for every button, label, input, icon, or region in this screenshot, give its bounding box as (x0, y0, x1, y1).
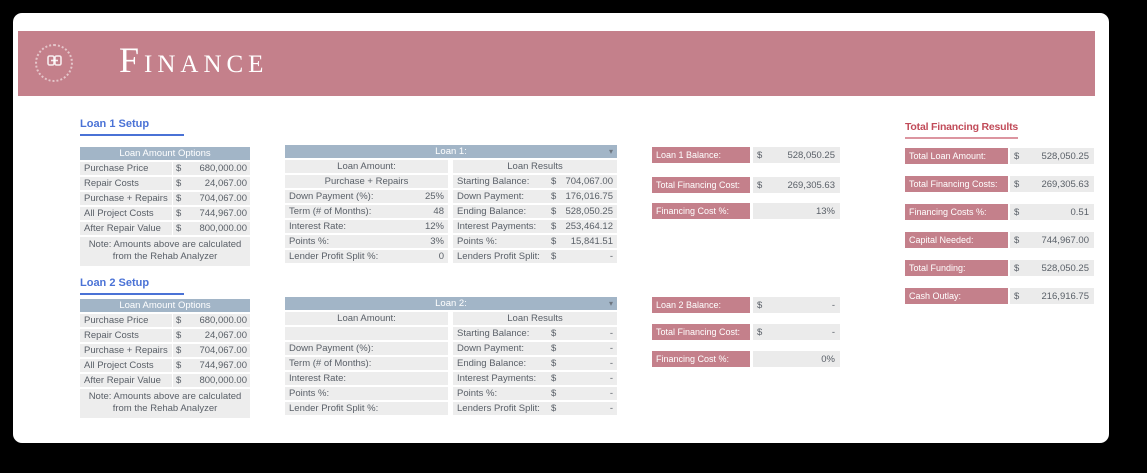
chip-value: 269,305.63 (787, 179, 835, 191)
chip-label: Financing Costs %: (905, 204, 1008, 220)
row-label: Repair Costs (80, 177, 172, 190)
table-row (285, 402, 617, 415)
table-row (80, 374, 250, 387)
currency-symbol: $ (176, 315, 182, 326)
total-funding-chip (905, 260, 1094, 276)
result-value: - (609, 358, 613, 369)
row-label: Purchase Price (80, 314, 172, 327)
input-row (285, 205, 448, 218)
result-value: - (609, 343, 613, 354)
chip-value: 528,050.25 (1041, 262, 1089, 274)
input-row (285, 372, 448, 385)
currency-symbol: $ (176, 193, 182, 204)
currency-symbol: $ (176, 360, 182, 371)
currency-symbol: $ (1014, 290, 1020, 302)
table-row (285, 372, 617, 385)
result-value: - (609, 388, 613, 399)
currency-symbol: $ (176, 208, 182, 219)
house-monogram-icon (46, 53, 63, 73)
term-months-input[interactable] (392, 357, 448, 370)
chip-label: Total Financing Costs: (905, 176, 1008, 192)
chip-label: Total Funding: (905, 260, 1008, 276)
chip-value: 744,967.00 (1041, 234, 1089, 246)
input-label: Term (# of Months): (289, 358, 372, 369)
table-row (80, 314, 250, 327)
row-label: Purchase + Repairs (80, 192, 172, 205)
input-label: Down Payment (%): (289, 191, 374, 202)
chip-label: Loan 1 Balance: (652, 147, 750, 163)
financing-costs-pct-chip (905, 204, 1094, 220)
chip-label: Total Financing Cost: (652, 177, 750, 193)
chip-value: 269,305.63 (1041, 178, 1089, 190)
currency-symbol: $ (551, 343, 557, 354)
table-row (285, 250, 617, 263)
note-line-1: Note: Amounts above are calculated (88, 391, 242, 402)
row-value: 800,000.00 (199, 375, 247, 386)
note-line-1: Note: Amounts above are calculated (88, 239, 242, 250)
row-value: 24,067.00 (204, 330, 247, 341)
row-value: 800,000.00 (199, 223, 247, 234)
table-subheader-row (285, 312, 617, 325)
currency-symbol: $ (551, 373, 557, 384)
row-value: 704,067.00 (199, 193, 247, 204)
table-row (80, 329, 250, 342)
currency-symbol: $ (551, 328, 557, 339)
chevron-down-icon[interactable]: ▾ (608, 299, 613, 308)
result-value: - (609, 251, 613, 262)
table-row (285, 235, 617, 248)
currency-symbol: $ (757, 179, 763, 191)
chip-label: Capital Needed: (905, 232, 1008, 248)
result-label: Down Payment: (457, 191, 525, 202)
row-label: Purchase + Repairs (80, 344, 172, 357)
input-row (285, 220, 448, 233)
input-row (285, 342, 448, 355)
result-value: 15,841.51 (570, 236, 613, 247)
currency-symbol: $ (1014, 178, 1020, 190)
currency-symbol: $ (551, 388, 557, 399)
table-row (80, 177, 250, 190)
currency-symbol: $ (551, 206, 557, 217)
total-financing-costs-chip (905, 176, 1094, 192)
result-label: Lenders Profit Split: (457, 251, 540, 262)
row-label: Purchase Price (80, 162, 172, 175)
row-value: 744,967.00 (199, 360, 247, 371)
row-value: 680,000.00 (199, 163, 247, 174)
currency-symbol: $ (551, 251, 557, 262)
result-label: Points %: (457, 236, 498, 247)
result-row (453, 205, 617, 218)
chip-value: 528,050.25 (1041, 150, 1089, 162)
table-header: Loan 2: (285, 297, 617, 310)
chip-label: Total Loan Amount: (905, 148, 1008, 164)
loan2-balance-chip (652, 297, 840, 313)
result-row (453, 190, 617, 203)
lender-profit-split-input[interactable]: 0 (438, 251, 444, 262)
table-note (80, 237, 250, 266)
result-label: Ending Balance: (457, 358, 527, 369)
table-row (80, 192, 250, 205)
table-row (80, 359, 250, 372)
result-value: - (609, 328, 613, 339)
currency-symbol: $ (551, 403, 557, 414)
capital-needed-chip (905, 232, 1094, 248)
result-value: 704,067.00 (565, 176, 613, 187)
points-input[interactable]: 3% (430, 236, 444, 247)
chip-label: Cash Outlay: (905, 288, 1008, 304)
table-header: Loan Amount Options (80, 147, 250, 160)
currency-symbol: $ (551, 221, 557, 232)
chip-label: Financing Cost %: (652, 203, 750, 219)
currency-symbol: $ (1014, 234, 1020, 246)
input-label: Points %: (289, 388, 330, 399)
currency-symbol: $ (176, 330, 182, 341)
currency-symbol: $ (176, 223, 182, 234)
chip-label: Financing Cost %: (652, 351, 750, 367)
interest-rate-input[interactable] (392, 372, 448, 385)
table-row (285, 357, 617, 370)
loan2-amount-options-table (80, 299, 250, 418)
input-label: Term (# of Months): (289, 206, 372, 217)
result-value: 528,050.25 (565, 206, 613, 217)
page-title: Finance (119, 40, 269, 80)
result-value: - (609, 403, 613, 414)
loan-results-subheader: Loan Results (453, 160, 617, 173)
table-header: Loan Amount Options (80, 299, 250, 312)
down-payment-input[interactable] (392, 342, 448, 355)
result-row (453, 357, 617, 370)
chip-value: 0.51 (1070, 206, 1089, 218)
loan-amount-subheader: Loan Amount: (285, 160, 448, 173)
currency-symbol: $ (1014, 150, 1020, 162)
input-row (285, 190, 448, 203)
input-label: Down Payment (%): (289, 343, 374, 354)
chip-label: Total Financing Cost: (652, 324, 750, 340)
loan2-calc-table (285, 297, 617, 417)
input-label: Points %: (289, 236, 330, 247)
result-row (453, 342, 617, 355)
currency-symbol: $ (757, 299, 763, 311)
row-value: 744,967.00 (199, 208, 247, 219)
currency-symbol: $ (551, 191, 557, 202)
cash-outlay-chip (905, 288, 1094, 304)
row-value: 24,067.00 (204, 178, 247, 189)
result-label: Ending Balance: (457, 206, 527, 217)
result-row (453, 250, 617, 263)
row-label: Repair Costs (80, 329, 172, 342)
table-note (80, 389, 250, 418)
loan2-financing-cost-chip (652, 324, 840, 340)
chevron-down-icon[interactable]: ▾ (608, 147, 613, 156)
loan1-financing-cost-pct-chip (652, 203, 840, 219)
loan-results-subheader: Loan Results (453, 312, 617, 325)
interest-rate-input[interactable]: 12% (424, 221, 444, 232)
points-input[interactable] (392, 387, 448, 400)
input-row (285, 250, 448, 263)
table-row (285, 342, 617, 355)
result-row (453, 372, 617, 385)
result-row (453, 327, 617, 340)
currency-symbol: $ (757, 326, 763, 338)
term-months-input[interactable]: 48 (433, 206, 444, 217)
input-label: Lender Profit Split %: (289, 403, 379, 414)
chip-value: - (831, 326, 835, 338)
currency-symbol: $ (176, 375, 182, 386)
result-label: Interest Payments: (457, 373, 537, 384)
result-value: - (609, 373, 613, 384)
dropdown-value[interactable]: Purchase + Repairs (324, 176, 409, 187)
result-row (453, 235, 617, 248)
result-label: Points %: (457, 388, 498, 399)
note-line-2: from the Rehab Analyzer (112, 250, 218, 262)
currency-symbol: $ (757, 149, 763, 161)
currency-symbol: $ (176, 178, 182, 189)
total-loan-amount-chip (905, 148, 1094, 164)
result-row (453, 220, 617, 233)
result-value: 176,016.75 (565, 191, 613, 202)
currency-symbol: $ (1014, 206, 1020, 218)
chip-value: 0% (821, 353, 835, 365)
loan1-setup-heading: Loan 1 Setup (80, 118, 184, 136)
row-label: After Repair Value (80, 374, 172, 387)
table-subheader-row (285, 160, 617, 173)
result-value: 253,464.12 (565, 221, 613, 232)
table-row (80, 162, 250, 175)
currency-symbol: $ (176, 345, 182, 356)
input-row (285, 235, 448, 248)
table-row (80, 222, 250, 235)
chip-value: 528,050.25 (787, 149, 835, 161)
loan2-financing-cost-pct-chip (652, 351, 840, 367)
chip-label: Loan 2 Balance: (652, 297, 750, 313)
table-row (80, 344, 250, 357)
table-row (80, 207, 250, 220)
input-row (285, 402, 448, 415)
page-header-band (18, 31, 1095, 96)
input-row (285, 387, 448, 400)
input-label: Interest Rate: (289, 221, 347, 232)
row-value: 680,000.00 (199, 315, 247, 326)
chip-value: 216,916.75 (1041, 290, 1089, 302)
loan1-calc-table (285, 145, 617, 265)
currency-symbol: $ (1014, 262, 1020, 274)
lender-profit-split-input[interactable] (392, 402, 448, 415)
loan1-amount-options-table (80, 147, 250, 266)
total-financing-results-heading: Total Financing Results (905, 121, 1018, 139)
result-row (453, 402, 617, 415)
result-label: Starting Balance: (457, 328, 530, 339)
currency-symbol: $ (176, 163, 182, 174)
note-line-2: from the Rehab Analyzer (112, 402, 218, 414)
row-label: All Project Costs (80, 359, 172, 372)
finance-sheet-page (13, 13, 1109, 443)
currency-symbol: $ (551, 236, 557, 247)
loan-amount-subheader: Loan Amount: (285, 312, 448, 325)
currency-symbol: $ (551, 358, 557, 369)
brand-logo (35, 44, 73, 82)
input-row (285, 357, 448, 370)
row-label: After Repair Value (80, 222, 172, 235)
down-payment-input[interactable]: 25% (424, 191, 444, 202)
table-row (285, 205, 617, 218)
table-row (285, 220, 617, 233)
input-label: Interest Rate: (289, 373, 347, 384)
chip-value: - (831, 299, 835, 311)
loan2-setup-heading: Loan 2 Setup (80, 277, 184, 295)
result-label: Interest Payments: (457, 221, 537, 232)
result-row (453, 387, 617, 400)
table-row (285, 387, 617, 400)
result-label: Lenders Profit Split: (457, 403, 540, 414)
chip-value: 13% (815, 205, 835, 217)
currency-symbol: $ (551, 176, 557, 187)
loan1-balance-chip (652, 147, 840, 163)
table-header: Loan 1: (285, 145, 617, 158)
result-label: Starting Balance: (457, 176, 530, 187)
result-label: Down Payment: (457, 343, 525, 354)
row-label: All Project Costs (80, 207, 172, 220)
input-label: Lender Profit Split %: (289, 251, 379, 262)
loan1-financing-cost-chip (652, 177, 840, 193)
result-row (453, 175, 617, 188)
dropdown-value[interactable] (285, 327, 448, 340)
table-row (285, 190, 617, 203)
row-value: 704,067.00 (199, 345, 247, 356)
